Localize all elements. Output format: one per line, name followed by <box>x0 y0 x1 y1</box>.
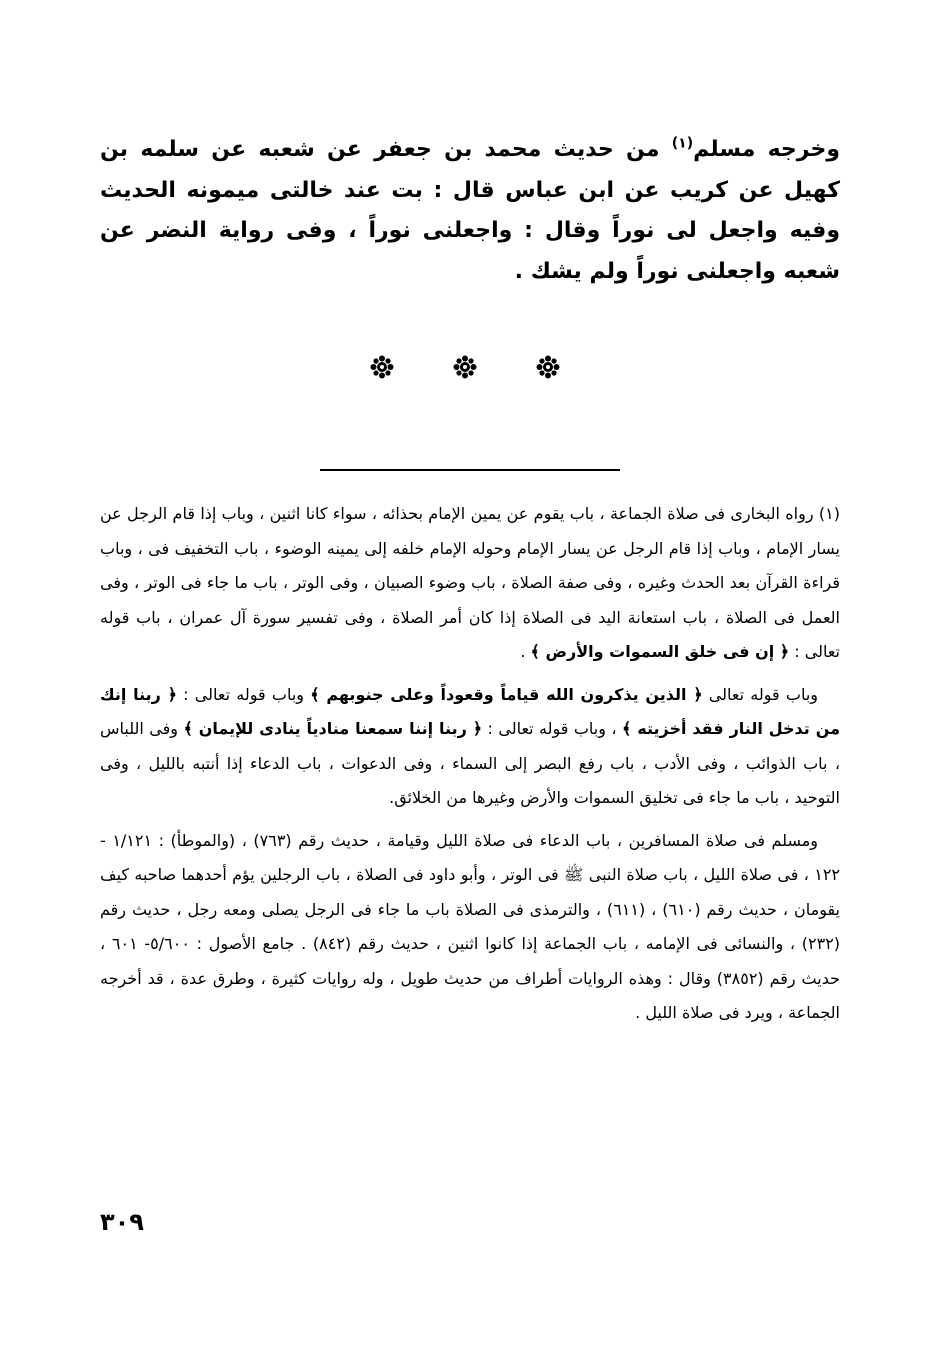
footnotes-section <box>100 497 840 1031</box>
rosette-icon <box>536 355 560 379</box>
quran-verse: ﴿ ربنا إنك من تدخل النار فقد أخزيته ﴾ <box>100 684 841 738</box>
footnote-text: وباب قوله تعالى : <box>176 684 311 704</box>
main-text-after-ref: من حديث محمد بن جعفر عن شعبه عن سلمه بن كهيل عن كريب عن ابن عباس قال : بت عند خالتى ميمونه الحديث وفيه واجعل لى نوراً وقال : واجعلنى نوراً ، وفى رواية النضر عن شعبه واجعلنى نوراً ولم يشك . <box>100 137 840 284</box>
footnote-text: وباب قوله تعالى <box>702 684 819 704</box>
main-text-before-ref: وخرجه مسلم <box>693 137 841 162</box>
footnote-text: . <box>520 642 531 661</box>
quran-verse: ﴿ إن فى خلق السموات والأرض ﴾ <box>530 642 790 661</box>
footnote-reference-marker[interactable]: (١) <box>671 135 694 152</box>
footnote-paragraph-3 <box>100 824 840 1031</box>
page-number: ٣٠٩ <box>100 1208 144 1236</box>
footnote-text: ومسلم فى صلاة المسافرين ، باب الدعاء فى صلاة الليل وقيامة ، حديث رقم (٧٦٣) ، (والموطأ) : ١/١٢١ - ١٢٢ ، فى صلاة الليل ، باب صلاة النبى ﷺ فى الوتر ، وأبو داود فى الصلاة ، باب الرجلين يؤم أحدهما صاحبه كيف يقومان ، حديث رقم (٦١٠) ، (٦١١) ، والترمذى فى الصلاة باب ما جاء فى الرجل يصلى ومعه رجل ، حديث رقم (٢٣٢) ، والنسائى فى الإمامه ، باب الجماعة إذا كانوا اثنين ، حديث رقم (٨٤٢) . جامع الأصول : ٥/٦٠٠- ٦٠١ ، حديث رقم (٣٨٥٢) وقال : وهذه الروايات أطراف من حديث طويل ، وله روايات كثيرة ، وطرق عدة ، قد أخرجه الجماعة ، ويرد فى صلاة الليل . <box>100 830 841 1022</box>
quran-verse: ﴿ الذين يذكرون الله قياماً وقعوداً وعلى جنوبهم ﴾ <box>310 684 703 704</box>
footnote-paragraph-2 <box>100 678 840 816</box>
footnote-text: ، وباب قوله تعالى : <box>482 719 622 738</box>
footnote-paragraph-1 <box>100 497 840 670</box>
section-divider-ornaments <box>370 352 560 382</box>
footnote-text: (١) رواه البخارى فى صلاة الجماعة ، باب يقوم عن يمين الإمام بحذائه ، سواء كانا اثنين ، وباب إذا قام الرجل عن يسار الإمام ، وباب إذا قام الرجل عن يسار الإمام وحوله الإمام خلفه إلى يمينه الوضوء ، باب التخفيف فى ، وباب قراءة القرآن بعد الحدث وغيره ، وفى صفة الصلاة ، باب وضوء الصبيان ، وفى الوتر ، باب ما جاء فى الوتر ، وفى العمل فى الصلاة ، باب استعانة اليد فى الصلاة إذا كان أمر الصلاة ، وفى تفسير سورة آل عمران ، باب قوله تعالى : <box>100 504 840 661</box>
footnote-separator-line <box>320 469 620 471</box>
rosette-icon <box>453 355 477 379</box>
main-paragraph <box>100 130 840 292</box>
footnote-text: وفى اللباس ، باب الذوائب ، وفى الأدب ، باب رفع البصر إلى السماء ، وفى الدعوات ، باب الدعاء إذا أنتبه بالليل ، وفى التوحيد ، باب ما جاء فى تخليق السموات والأرض وغيرها من الخلائق. <box>100 719 840 807</box>
quran-verse: ﴿ ربنا إننا سمعنا منادياً ينادى للإيمان ﴾ <box>183 719 483 738</box>
rosette-icon <box>370 355 394 379</box>
